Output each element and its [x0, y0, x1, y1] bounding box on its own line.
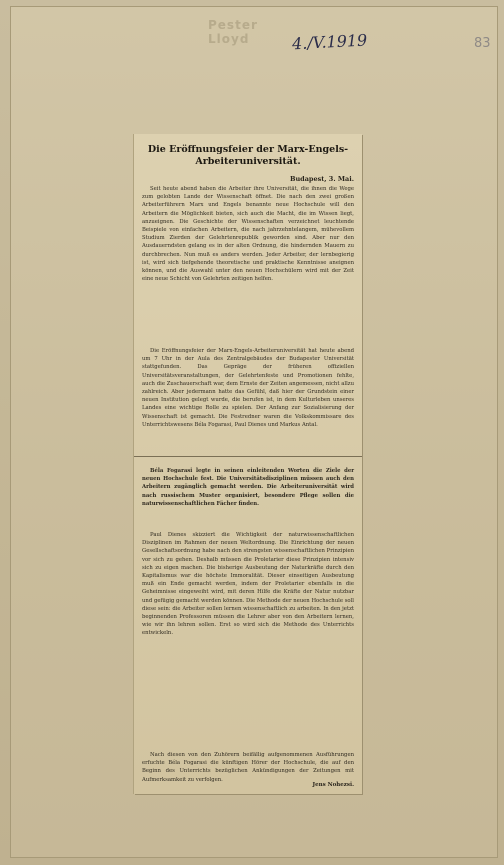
article-signature: Jens Nohezsi.: [312, 782, 354, 788]
article-dateline: Budapest, 3. Mai.: [289, 175, 354, 183]
article-paragraph: Béla Fogarasi legte in seinen einleitenden Worten die Ziele der neuen Hochschule fest. Die Universitätsdisziplinen müssen auch den Arbeitern zugänglich gemacht werden. Die Arbeiteruniversität wird nach russischem Muster organisiert, besondere Pflege sollen die naturwissenschaftlichen Fächer finden.: [142, 468, 354, 507]
article-paragraph: Die Eröffnungsfeier der Marx-Engels-Arbeiteruniversität hat heute abend um 7 Uhr in der Aula des Zentralgebäudes der Budapester Universität stattgefunden. Das Gepräge der früheren offiziellen Universitätsveranstaltungen, der Gelehrtenfeste und Promotionen fehlte, auch die Zuschauerschaft war, dem Ernste der Zeiten angemessen, nicht allzu zahlreich. Aber jedermann hatte das Gefühl, daß hier der Grundstein einer neuen Institution gelegt wurde, die berufen ist, in dem Kulturleben unseres Landes eine wichtige Rolle zu spielen. Der Anfang zur Sozialisierung der Wissenschaft ist gemacht. Die Festredner waren die Volkskommissare des Unterrichtswesens Béla Fogarasi, Paul Dienes und Markus Antal.: [142, 348, 354, 428]
clipping-lower-section: [134, 456, 362, 795]
article-paragraph: Seit heute abend haben die Arbeiter ihre Universität, die ihnen die Wege zum gelobten Lande der Wissenschaft öffnet. Die nach den zwei großen Arbeiterführern Marx und Engels benannte neue Hochschule will den Arbeitern die Möglichkeit bieten, sich auch die Macht, die im Wissen liegt, anzueignen. Die Geschichte der Wissenschaften verzeichnet leuchtende Beispiele von einfachen Arbeitern, die nach jahrzehntelangem, mühevollem Studium Zierden der Gelehrtenrepublik geworden sind. Aber nur den Ausdauerndsten gelang es in der alten Ordnung, die hindernden Mauern zu durchbrechen. Nun muß es anders werden. Jeder Arbeiter, der lernbegierig ist, wird sich tiefgehende theoretische und praktische Kenntnisse aneignen können, und die Auswahl unter den neuen Hochschülern wird mit der Zeit eine neue Schicht von Gelehrten zeitigen helfen.: [142, 186, 354, 283]
newspaper-clipping: [134, 134, 362, 794]
page-number: 83: [474, 36, 491, 51]
article-headline: Die Eröffnungsfeier der Marx-Engels-Arbeiteruniversität.: [147, 144, 349, 167]
newspaper-masthead: Pester Lloyd: [208, 18, 258, 46]
article-paragraph: Paul Dienes skizziert die Wichtigkeit der naturwissenschaftlichen Disziplinen im Rahmen der neuen Weltordnung. Die Einrichtung der neuen Gesellschaftsordnung habe nach den strengsten wissenschaftlichen Prinzipien vor sich zu gehen. Deshalb müssen die Proletarier diese Prinzipien intensiv sich zu eigen machen. Die bisherige Ausbeutung der Naturkräfte durch den Kapitalismus war die höchste Immoralität. Dieser einseitigen Ausbeutung muß ein Ende gemacht werden, indem der Proletarier ebenfalls in die Geheimnisse eingeweiht wird, mit deren Hilfe die Kräfte der Natur nutzbar und gefügig gemacht werden können. Die Methode der neuen Hochschule soll diese sein: die Arbeiter sollen lernen wissenschaftlich zu arbeiten. In den jetzt beginnenden Professoren müssen die Lehrer aber von den Arbeitern lernen, wie wir ihn lehren sollen. Erst so wird sich die Methode des Unterrichts entwickeln.: [142, 532, 354, 637]
handwritten-date: 4./V.1919: [291, 30, 368, 54]
article-paragraph: Nach diesen von den Zuhörern beifällig aufgenommenen Ausführungen erfuchte Béla Fogarasi die künftigen Hörer der Hochschule, die auf den Beginn des Unterrichts bezüglichen Ankündigungen der Zeitungen mit Aufmerksamkeit zu verfolgen.: [142, 752, 354, 783]
